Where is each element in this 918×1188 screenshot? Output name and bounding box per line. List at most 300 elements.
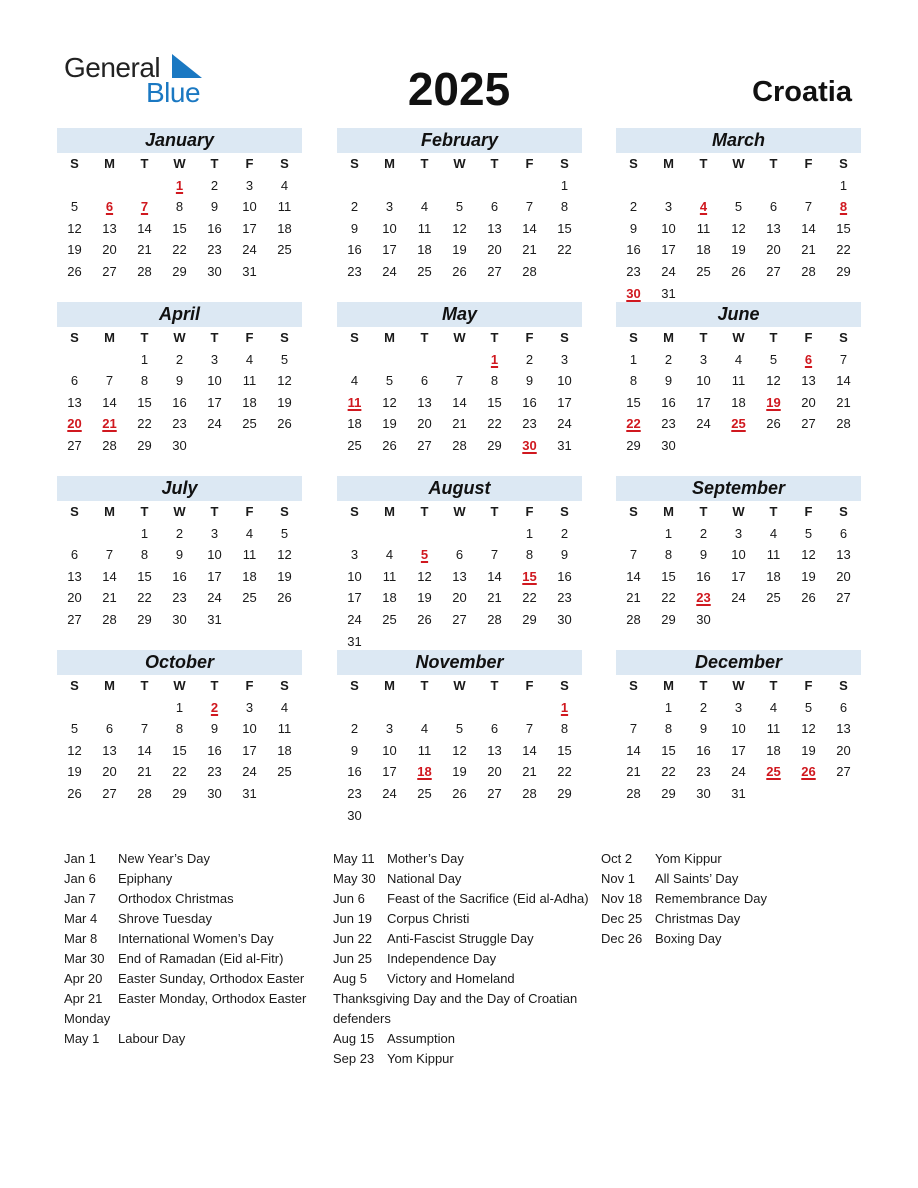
empty-cell: [57, 697, 92, 719]
holiday-date: Apr 20: [64, 971, 103, 986]
day-cell: 24: [382, 263, 397, 279]
holiday-entry: [64, 889, 306, 909]
weekday-label: S: [70, 156, 79, 171]
empty-cell: [721, 435, 756, 457]
holiday-day: 1: [560, 699, 569, 715]
day-cell: 30: [172, 437, 187, 453]
holiday-day: 4: [699, 199, 708, 215]
holiday-day: 30: [626, 285, 641, 301]
day-cell: 11: [277, 199, 292, 215]
day-cell: 25: [417, 785, 432, 801]
holiday-date: Apr 21: [64, 991, 103, 1006]
week-row: [337, 761, 582, 783]
day-cell: 17: [731, 568, 746, 584]
holiday-name: Mother’s Day: [387, 851, 464, 866]
empty-cell: [477, 805, 512, 827]
holiday-day: 6: [804, 351, 813, 367]
empty-cell: [686, 283, 721, 305]
day-cell: 24: [557, 416, 572, 432]
day-cell: 4: [385, 547, 394, 563]
weekday-label: T: [420, 678, 429, 693]
day-cell: 27: [836, 764, 851, 780]
day-cell: 24: [696, 416, 711, 432]
holiday-name: Independence Day: [387, 951, 497, 966]
month-june: [616, 302, 861, 457]
day-cell: 23: [522, 416, 537, 432]
day-cell: 28: [626, 785, 641, 801]
empty-cell: [442, 805, 477, 827]
day-cell: 23: [347, 263, 362, 279]
day-cell: 24: [242, 242, 257, 258]
holiday-day: 26: [801, 764, 816, 780]
month-title: June: [616, 302, 861, 327]
day-cell: 14: [626, 568, 641, 584]
day-cell: 1: [525, 525, 534, 541]
day-cell: 8: [490, 373, 499, 389]
weekday-label: F: [245, 330, 254, 345]
holiday-name: Remembrance Day: [655, 891, 767, 906]
day-cell: 30: [696, 611, 711, 627]
day-cell: 19: [801, 742, 816, 758]
day-cell: 13: [67, 568, 82, 584]
week-row: [616, 783, 861, 805]
day-cell: 6: [105, 721, 114, 737]
day-cell: 20: [836, 742, 851, 758]
weekday-label: T: [490, 504, 499, 519]
day-cell: 10: [731, 721, 746, 737]
week-row: [616, 523, 861, 545]
month-january: [57, 128, 302, 283]
empty-cell: [57, 523, 92, 545]
holiday-name: Christmas Day: [655, 911, 741, 926]
day-cell: 28: [522, 785, 537, 801]
weekday-label: F: [245, 156, 254, 171]
week-row: [337, 697, 582, 719]
day-cell: 7: [804, 199, 813, 215]
weekday-label: M: [104, 156, 115, 171]
day-cell: 27: [417, 437, 432, 453]
weekday-label: T: [210, 504, 219, 519]
day-cell: 14: [522, 220, 537, 236]
day-cell: 7: [629, 721, 638, 737]
day-cell: 13: [836, 547, 851, 563]
day-cell: 23: [172, 416, 187, 432]
holiday-day: 15: [522, 568, 537, 584]
holiday-date: Mar 4: [64, 911, 98, 926]
weekday-label: T: [699, 504, 708, 519]
holiday-entry: [333, 989, 589, 1009]
weekday-label: T: [769, 678, 778, 693]
day-cell: 27: [487, 263, 502, 279]
day-cell: 31: [347, 633, 362, 649]
weekday-label: T: [699, 330, 708, 345]
empty-cell: [57, 175, 92, 197]
day-cell: 2: [664, 351, 673, 367]
holiday-entry: [601, 909, 767, 929]
holiday-entry: [601, 869, 767, 889]
empty-cell: [547, 261, 582, 283]
empty-cell: [477, 523, 512, 545]
empty-cell: [756, 609, 791, 631]
holiday-entry: [64, 849, 306, 869]
month-title: October: [57, 650, 302, 675]
month-august: [337, 476, 582, 652]
day-cell: 18: [766, 742, 781, 758]
day-cell: 14: [487, 568, 502, 584]
day-cell: 10: [207, 547, 222, 563]
holiday-entry: [333, 869, 589, 889]
day-cell: 5: [455, 199, 464, 215]
week-row: [57, 196, 302, 218]
empty-cell: [721, 175, 756, 197]
day-cell: 26: [452, 263, 467, 279]
logo-word-blue: Blue: [146, 77, 201, 108]
weekday-label: T: [210, 678, 219, 693]
day-cell: 20: [801, 394, 816, 410]
week-row: [337, 631, 582, 653]
day-cell: 17: [557, 394, 572, 410]
holiday-entry: [601, 849, 767, 869]
day-cell: 23: [207, 764, 222, 780]
day-cell: 19: [277, 568, 292, 584]
day-cell: 25: [277, 242, 292, 258]
day-cell: 28: [801, 263, 816, 279]
weekday-label: T: [769, 504, 778, 519]
day-cell: 2: [699, 699, 708, 715]
week-row: [337, 196, 582, 218]
week-row: [616, 761, 861, 783]
day-cell: 29: [137, 437, 152, 453]
empty-cell: [442, 697, 477, 719]
day-cell: 17: [731, 742, 746, 758]
holiday-date: Jun 22: [333, 931, 373, 946]
day-cell: 17: [661, 242, 676, 258]
month-title: July: [57, 476, 302, 501]
holiday-name: Feast of the Sacrifice (Eid al-Adha): [387, 891, 589, 906]
day-cell: 26: [452, 785, 467, 801]
weekday-label: W: [173, 678, 186, 693]
month-title: August: [337, 476, 582, 501]
weekday-label: S: [70, 678, 79, 693]
empty-cell: [407, 349, 442, 371]
empty-cell: [197, 435, 232, 457]
day-cell: 12: [67, 220, 82, 236]
day-cell: 19: [801, 568, 816, 584]
day-cell: 22: [557, 242, 572, 258]
holiday-date: Dec 26: [601, 931, 643, 946]
day-cell: 22: [522, 590, 537, 606]
day-cell: 25: [242, 416, 257, 432]
day-cell: 20: [417, 416, 432, 432]
empty-cell: [686, 175, 721, 197]
empty-cell: [616, 697, 651, 719]
day-cell: 14: [836, 373, 851, 389]
day-cell: 14: [801, 220, 816, 236]
week-row: [337, 435, 582, 457]
weekday-header-row: [337, 501, 582, 523]
day-cell: 12: [766, 373, 781, 389]
day-cell: 28: [626, 611, 641, 627]
empty-cell: [337, 175, 372, 197]
day-cell: 2: [525, 351, 534, 367]
holiday-name: Thanksgiving Day and the Day of Croatian: [333, 991, 578, 1006]
day-cell: 4: [280, 699, 289, 715]
month-title: March: [616, 128, 861, 153]
day-cell: 15: [172, 742, 187, 758]
day-cell: 29: [172, 785, 187, 801]
day-cell: 30: [172, 611, 187, 627]
week-row: [616, 740, 861, 762]
day-cell: 12: [417, 568, 432, 584]
day-cell: 4: [420, 721, 429, 737]
day-cell: 16: [557, 568, 572, 584]
empty-cell: [372, 697, 407, 719]
day-cell: 19: [731, 242, 746, 258]
day-cell: 16: [172, 568, 187, 584]
day-cell: 6: [490, 721, 499, 737]
weekday-label: W: [732, 678, 745, 693]
weekday-label: T: [769, 330, 778, 345]
day-cell: 12: [67, 742, 82, 758]
day-cell: 9: [664, 373, 673, 389]
day-cell: 2: [699, 525, 708, 541]
week-row: [337, 175, 582, 197]
day-cell: 11: [277, 721, 292, 737]
day-cell: 6: [839, 699, 848, 715]
month-december: [616, 650, 861, 805]
day-cell: 13: [417, 394, 432, 410]
day-cell: 24: [207, 416, 222, 432]
week-row: [57, 413, 302, 435]
day-cell: 23: [172, 590, 187, 606]
holiday-name: Boxing Day: [655, 931, 722, 946]
day-cell: 16: [626, 242, 641, 258]
holiday-column: [64, 849, 306, 1049]
day-cell: 24: [207, 590, 222, 606]
week-row: [57, 392, 302, 414]
day-cell: 22: [137, 416, 152, 432]
day-cell: 5: [70, 721, 79, 737]
week-row: [57, 566, 302, 588]
day-cell: 6: [839, 525, 848, 541]
empty-cell: [512, 631, 547, 653]
week-row: [616, 587, 861, 609]
weekday-label: F: [804, 504, 813, 519]
holiday-day: 20: [67, 416, 82, 432]
day-cell: 8: [140, 373, 149, 389]
day-cell: 24: [731, 764, 746, 780]
day-cell: 3: [734, 699, 743, 715]
month-march: [616, 128, 861, 304]
day-cell: 30: [557, 611, 572, 627]
day-cell: 13: [102, 742, 117, 758]
day-cell: 3: [245, 699, 254, 715]
weekday-label: S: [629, 678, 638, 693]
day-cell: 29: [626, 437, 641, 453]
holiday-date: Jun 6: [333, 891, 365, 906]
holiday-entry: [333, 1009, 589, 1029]
holiday-name: Shrove Tuesday: [118, 911, 212, 926]
day-cell: 22: [557, 764, 572, 780]
weekday-header-row: [616, 501, 861, 523]
weekday-label: S: [560, 330, 569, 345]
holiday-date: Mar 30: [64, 951, 105, 966]
weekday-label: M: [384, 504, 395, 519]
empty-cell: [372, 805, 407, 827]
holiday-day: 22: [626, 416, 641, 432]
holiday-entry: [64, 969, 306, 989]
week-row: [57, 609, 302, 631]
weekday-label: S: [839, 678, 848, 693]
week-row: [57, 435, 302, 457]
day-cell: 15: [626, 394, 641, 410]
weekday-label: S: [839, 504, 848, 519]
week-row: [616, 413, 861, 435]
day-cell: 7: [455, 373, 464, 389]
week-row: [616, 609, 861, 631]
day-cell: 9: [350, 742, 359, 758]
empty-cell: [267, 609, 302, 631]
day-cell: 10: [382, 220, 397, 236]
empty-cell: [547, 805, 582, 827]
weekday-label: M: [663, 504, 674, 519]
week-row: [616, 435, 861, 457]
holiday-name: Easter Monday, Orthodox Easter: [118, 991, 307, 1006]
weekday-header-row: [616, 327, 861, 349]
empty-cell: [826, 435, 861, 457]
holiday-entry: [333, 1029, 589, 1049]
day-cell: 18: [242, 568, 257, 584]
day-cell: 12: [801, 721, 816, 737]
weekday-label: S: [350, 678, 359, 693]
holiday-day: 7: [140, 199, 149, 215]
week-row: [57, 697, 302, 719]
weekday-label: M: [663, 330, 674, 345]
day-cell: 12: [452, 742, 467, 758]
holiday-name: All Saints’ Day: [655, 871, 739, 886]
holiday-day: 2: [210, 699, 219, 715]
empty-cell: [477, 631, 512, 653]
day-cell: 18: [417, 242, 432, 258]
month-november: [337, 650, 582, 826]
weekday-label: S: [629, 504, 638, 519]
weekday-label: F: [804, 678, 813, 693]
week-row: [616, 239, 861, 261]
empty-cell: [477, 697, 512, 719]
empty-cell: [512, 697, 547, 719]
day-cell: 5: [280, 525, 289, 541]
day-cell: 18: [696, 242, 711, 258]
holiday-day: 5: [420, 547, 429, 563]
empty-cell: [756, 175, 791, 197]
day-cell: 29: [522, 611, 537, 627]
day-cell: 5: [385, 373, 394, 389]
month-title: April: [57, 302, 302, 327]
day-cell: 23: [207, 242, 222, 258]
day-cell: 7: [140, 721, 149, 737]
day-cell: 10: [557, 373, 572, 389]
day-cell: 20: [836, 568, 851, 584]
weekday-label: S: [629, 330, 638, 345]
holiday-name: Anti-Fascist Struggle Day: [387, 931, 534, 946]
weekday-label: F: [525, 156, 534, 171]
day-cell: 5: [734, 199, 743, 215]
holiday-entry: [64, 929, 306, 949]
day-cell: 17: [242, 220, 257, 236]
empty-cell: [826, 283, 861, 305]
empty-cell: [442, 523, 477, 545]
holiday-name: Easter Sunday, Orthodox Easter: [118, 971, 305, 986]
week-row: [337, 218, 582, 240]
holiday-date: May 30: [333, 871, 376, 886]
weekday-label: S: [839, 330, 848, 345]
day-cell: 12: [277, 373, 292, 389]
holiday-date: Mar 8: [64, 931, 98, 946]
day-cell: 21: [452, 416, 467, 432]
day-cell: 22: [172, 764, 187, 780]
day-cell: 28: [102, 437, 117, 453]
day-cell: 19: [417, 590, 432, 606]
day-cell: 26: [67, 785, 82, 801]
weekday-label: W: [732, 156, 745, 171]
week-row: [57, 239, 302, 261]
day-cell: 26: [766, 416, 781, 432]
day-cell: 1: [140, 351, 149, 367]
empty-cell: [92, 523, 127, 545]
weekday-header-row: [57, 327, 302, 349]
day-cell: 15: [137, 394, 152, 410]
empty-cell: [372, 175, 407, 197]
holiday-name: Assumption: [387, 1031, 455, 1046]
weekday-label: T: [140, 156, 149, 171]
day-cell: 1: [664, 525, 673, 541]
day-cell: 22: [836, 242, 851, 258]
empty-cell: [686, 435, 721, 457]
week-row: [57, 783, 302, 805]
day-cell: 8: [664, 721, 673, 737]
day-cell: 3: [385, 721, 394, 737]
day-cell: 1: [664, 699, 673, 715]
empty-cell: [442, 631, 477, 653]
day-cell: 17: [242, 742, 257, 758]
day-cell: 9: [175, 373, 184, 389]
week-row: [616, 544, 861, 566]
day-cell: 19: [277, 394, 292, 410]
weekday-label: T: [420, 504, 429, 519]
weekday-label: F: [245, 678, 254, 693]
week-row: [337, 544, 582, 566]
day-cell: 8: [560, 199, 569, 215]
day-cell: 21: [137, 242, 152, 258]
day-cell: 18: [347, 416, 362, 432]
empty-cell: [337, 697, 372, 719]
day-cell: 29: [172, 263, 187, 279]
day-cell: 16: [661, 394, 676, 410]
week-row: [616, 196, 861, 218]
day-cell: 26: [277, 590, 292, 606]
day-cell: 22: [137, 590, 152, 606]
day-cell: 5: [70, 199, 79, 215]
day-cell: 1: [175, 699, 184, 715]
empty-cell: [92, 175, 127, 197]
day-cell: 31: [557, 437, 572, 453]
day-cell: 13: [487, 220, 502, 236]
holiday-date: Aug 5: [333, 971, 367, 986]
week-row: [57, 175, 302, 197]
day-cell: 14: [102, 568, 117, 584]
day-cell: 28: [522, 263, 537, 279]
week-row: [337, 392, 582, 414]
